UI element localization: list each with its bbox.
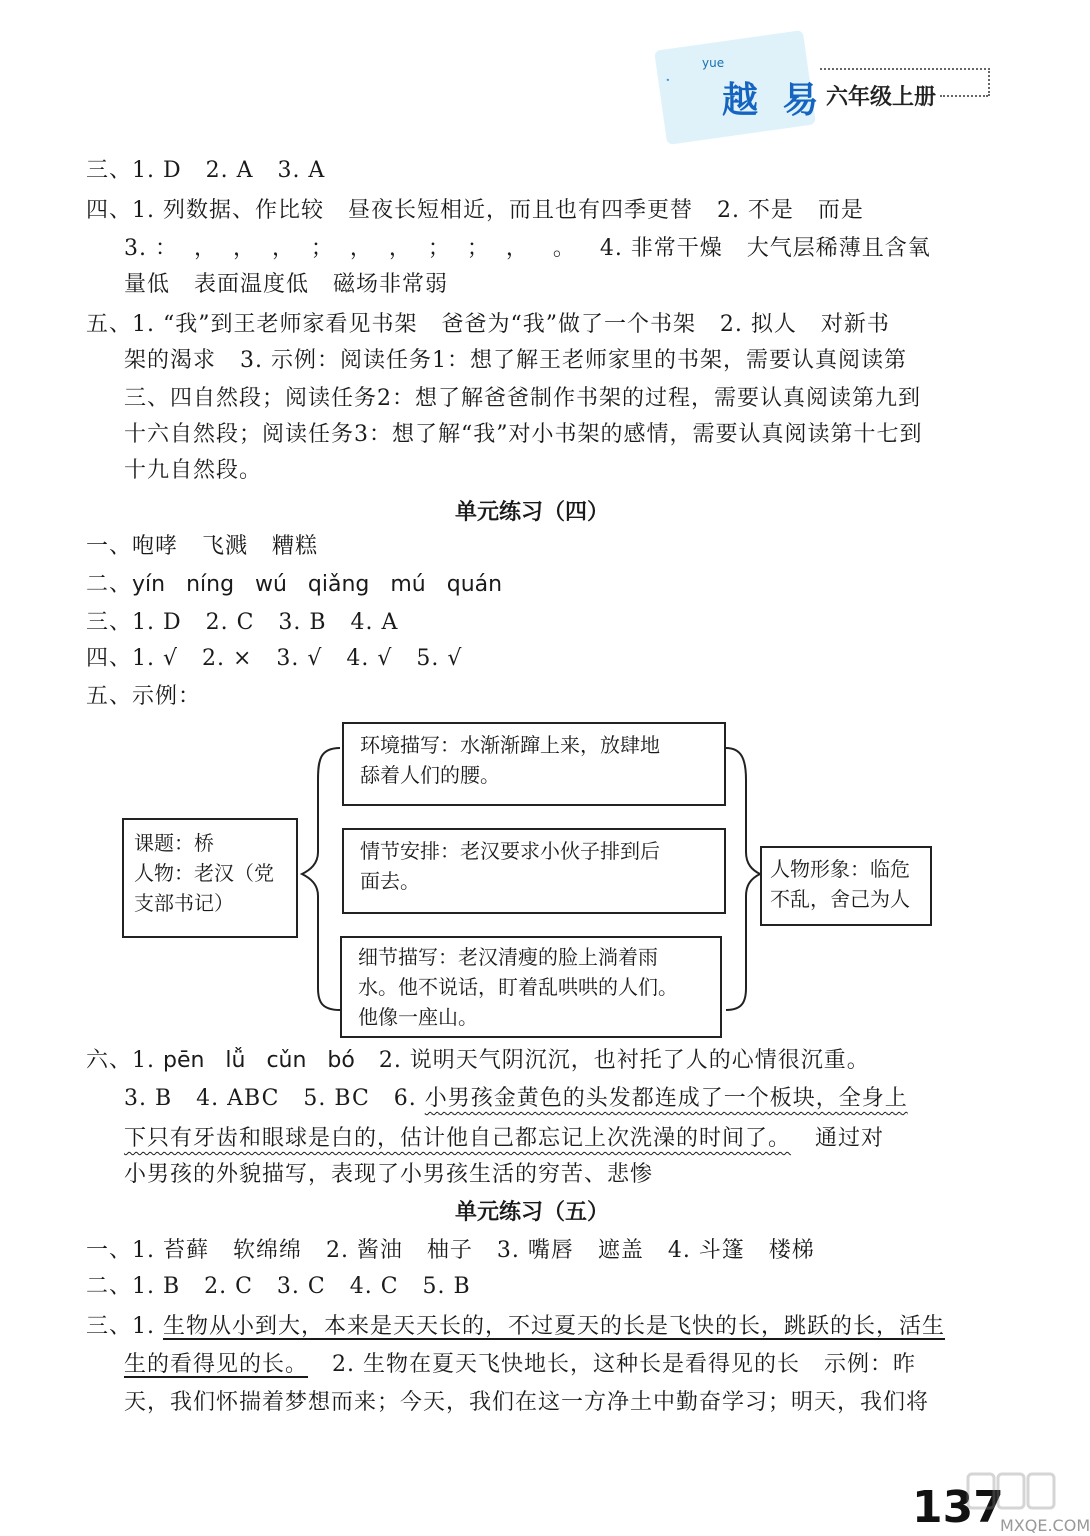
section-title: 单元练习（四） [454, 500, 609, 525]
answer-line [86, 570, 502, 600]
answer-line [124, 1084, 908, 1114]
answer-line [124, 1350, 916, 1380]
answer-line: 三、1. D 2. C 3. B 4. A [86, 610, 399, 635]
answer-line: 十六自然段；阅读任务3：想了解“我”对小书架的感情，需要认真阅读第十七到 [124, 422, 923, 447]
answer-line: 四、1. √ 2. × 3. √ 4. √ 5. √ [86, 646, 463, 671]
answer-line: 三、四自然段；阅读任务2：想了解爸爸制作书架的过程，需要认真阅读第九到 [124, 386, 921, 411]
diagram-environment-box: 环境描写：水渐渐蹿上来，放肆地 舔着人们的腰。 [342, 722, 726, 806]
watermark-text: MXQE.COM [1000, 1516, 1090, 1535]
diagram-plot-box: 情节安排：老汉要求小伙子排到后 面去。 [342, 828, 726, 914]
item-number: 二、 [86, 572, 133, 597]
answer-text: 通过对 [791, 1126, 884, 1151]
underlined-quote: 生物从小到大，本来是天天长的，不过夏天的长是飞快的长，跳跃的长，活生 [162, 1314, 945, 1339]
grade-label: 六年级上册 [826, 85, 937, 110]
answer-line: 一、咆哮 飞溅 糟糕 [86, 534, 318, 559]
underlined-quote: 下只有牙齿和眼球是白的，估计他自己都忘记上次洗澡的时间了。 [124, 1126, 792, 1151]
diagram-topic-box: 课题：桥 人物：老汉（党 支部书记） [122, 818, 298, 938]
answer-line [124, 1124, 884, 1154]
answer-line: 四、1. 列数据、作比较 昼夜长短相近，而且也有四季更替 2. 不是 而是 [86, 198, 864, 223]
diagram-detail-box: 细节描写：老汉清瘦的脸上淌着雨 水。他不说话，盯着乱哄哄的人们。 他像一座山。 [340, 936, 722, 1038]
answer-line: 一、1. 苔藓 软绵绵 2. 酱油 柚子 3. 嘴唇 遮盖 4. 斗篷 楼梯 [86, 1238, 815, 1263]
answer-line: 架的渴求 3. 示例：阅读任务1：想了解王老师家里的书架，需要认真阅读第 [124, 348, 907, 373]
answer-line: 十九自然段。 [124, 458, 263, 483]
answer-line: 3. ： ， ， ， ； ， ， ； ； ， 。 4. 非常干燥 大气层稀薄且含氧 [124, 236, 931, 261]
item-number: 三、1. [86, 1314, 163, 1339]
answer-line [86, 1312, 945, 1342]
underlined-quote: 生的看得见的长。 [124, 1352, 309, 1377]
answer-line: 五、示例： [86, 684, 202, 709]
section-title: 单元练习（五） [454, 1200, 609, 1225]
underlined-quote: 小男孩金黄色的头发都连成了一个板块，全身上 [424, 1086, 908, 1111]
logo-pinyin: yue [702, 56, 725, 70]
answer-text: 2. 说明天气阴沉沉，也衬托了人的心情很沉重。 [354, 1048, 870, 1073]
answer-line: 三、1. D 2. A 3. A [86, 158, 326, 183]
answer-text: 3. B 4. ABC 5. BC 6. [124, 1086, 425, 1111]
answer-line: 二、1. B 2. C 3. C 4. C 5. B [86, 1274, 471, 1299]
answer-line: 量低 表面温度低 磁场非常弱 [124, 272, 448, 297]
diagram-character-box: 人物形象：临危 不乱，舍己为人 [760, 846, 932, 926]
answer-line [86, 1046, 870, 1076]
page-number: 137 [912, 1482, 1004, 1533]
answer-line: 天，我们怀揣着梦想而来；今天，我们在这一方净土中勤奋学习；明天，我们将 [124, 1390, 930, 1415]
answer-line: 小男孩的外貌描写，表现了小男孩生活的穷苦、悲惨 [124, 1162, 654, 1187]
logo-text: 越 易 [722, 80, 825, 121]
item-number: 六、1. [86, 1048, 163, 1073]
logo-decoration: · [665, 70, 671, 91]
header-rule-bottom [940, 95, 988, 97]
pinyin-answer: yín níng wú qiǎng mú quán [132, 572, 503, 597]
pinyin-answer: pēn lǚ cǔn bó [162, 1048, 355, 1073]
answer-line: 五、1. “我”到王老师家看见书架 爸爸为“我”做了一个书架 2. 拟人 对新书 [86, 312, 890, 337]
answer-text: 2. 生物在夏天飞快地长，这种长是看得见的长 示例：昨 [308, 1352, 916, 1377]
